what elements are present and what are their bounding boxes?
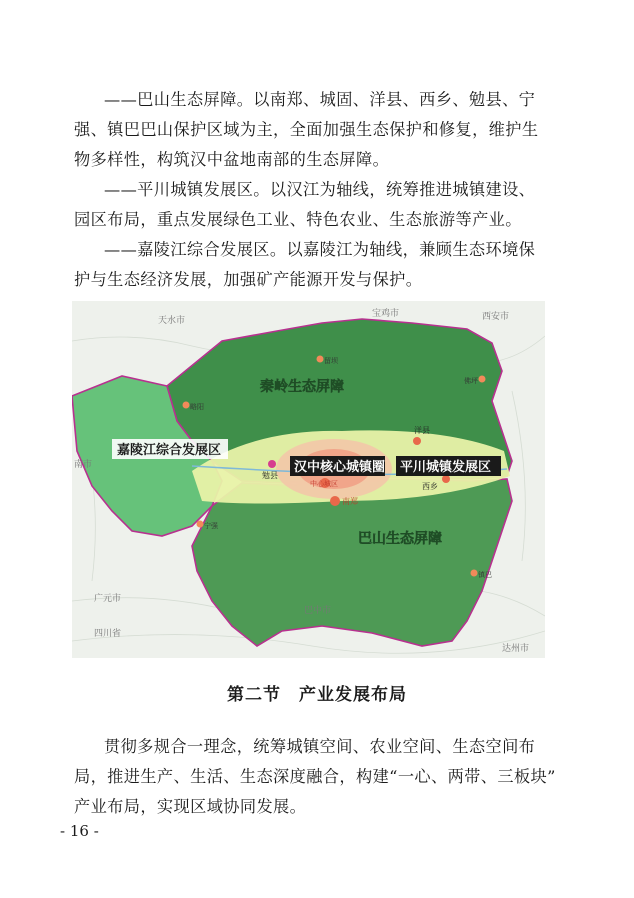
- body-line2: 局，推进生产、生活、生态深度融合，构建“一心、两带、三板块”: [74, 767, 556, 786]
- town-label-ningqiang: 宁强: [204, 522, 218, 530]
- city-label-sichuan: 四川省: [94, 629, 122, 639]
- body-line1: 贯彻多规合一理念，统筹城镇空间、农业空间、生态空间布: [104, 737, 536, 756]
- city-label-tianshui: 天水市: [158, 316, 186, 326]
- city-label-xian: 西安市: [482, 312, 510, 322]
- town-label-xixiang: 西乡: [422, 482, 438, 491]
- town-marker-ningqiang: [197, 521, 204, 528]
- p1-line2: 强、镇巴巴山保护区域为主，全面加强生态保护和修复，维护生: [74, 120, 539, 139]
- town-marker-lueyang: [183, 402, 190, 409]
- city-label-nan: 南市: [74, 460, 93, 470]
- p1-line1: ——巴山生态屏障。以南郑、城固、洋县、西乡、勉县、宁: [104, 90, 536, 109]
- zone-label-qinling: 秦岭生态屏障: [260, 379, 344, 395]
- town-marker-liuba: [317, 356, 324, 363]
- town-label-liuba: 留坝: [324, 357, 338, 365]
- town-label-lueyang: 略阳: [190, 403, 204, 411]
- town-marker-zhenba: [471, 570, 478, 577]
- zone-label-jialing: 嘉陵江综合发展区: [117, 443, 222, 458]
- p2-line1: ——平川城镇发展区。以汉江为轴线，统筹推进城镇建设、: [104, 180, 536, 199]
- town-marker-mianxian: [268, 460, 276, 468]
- zone-label-bashan: 巴山生态屏障: [358, 531, 442, 547]
- town-marker-nanzheng: [330, 496, 340, 506]
- town-label-nanzheng: 南郑: [342, 497, 358, 506]
- page-number: - 16 -: [60, 822, 99, 840]
- town-marker-yangxian: [413, 437, 421, 445]
- town-label-core-area: 中心城区: [310, 480, 338, 488]
- zone-label-pingchuan: 平川城镇发展区: [400, 460, 492, 475]
- section-heading: 第二节 产业发展布局: [227, 685, 407, 705]
- city-label-baoji: 宝鸡市: [372, 309, 400, 319]
- city-label-guangyuan: 广元市: [94, 594, 122, 604]
- body-line3: 产业布局，实现区域协同发展。: [74, 797, 307, 816]
- town-label-zhenba: 镇巴: [478, 571, 492, 579]
- town-label-foping: 佛坪: [464, 377, 478, 385]
- p2-line2: 园区布局，重点发展绿色工业、特色农业、生态旅游等产业。: [74, 210, 522, 229]
- p1-line3: 物多样性，构筑汉中盆地南部的生态屏障。: [74, 150, 390, 169]
- city-label-dazhou: 达州市: [502, 644, 530, 654]
- town-label-yangxian: 洋县: [414, 426, 430, 435]
- town-marker-xixiang: [442, 475, 450, 483]
- regional-layout-map: [72, 301, 545, 658]
- p3-line2: 护与生态经济发展，加强矿产能源开发与保护。: [74, 270, 423, 289]
- town-label-mianxian: 勉县: [262, 471, 278, 480]
- zone-label-core: 汉中核心城镇圈: [294, 460, 386, 475]
- p3-line1: ——嘉陵江综合发展区。以嘉陵江为轴线，兼顾生态环境保: [104, 240, 536, 259]
- city-label-bazhong: 巴中市: [304, 606, 332, 616]
- town-marker-foping: [479, 376, 486, 383]
